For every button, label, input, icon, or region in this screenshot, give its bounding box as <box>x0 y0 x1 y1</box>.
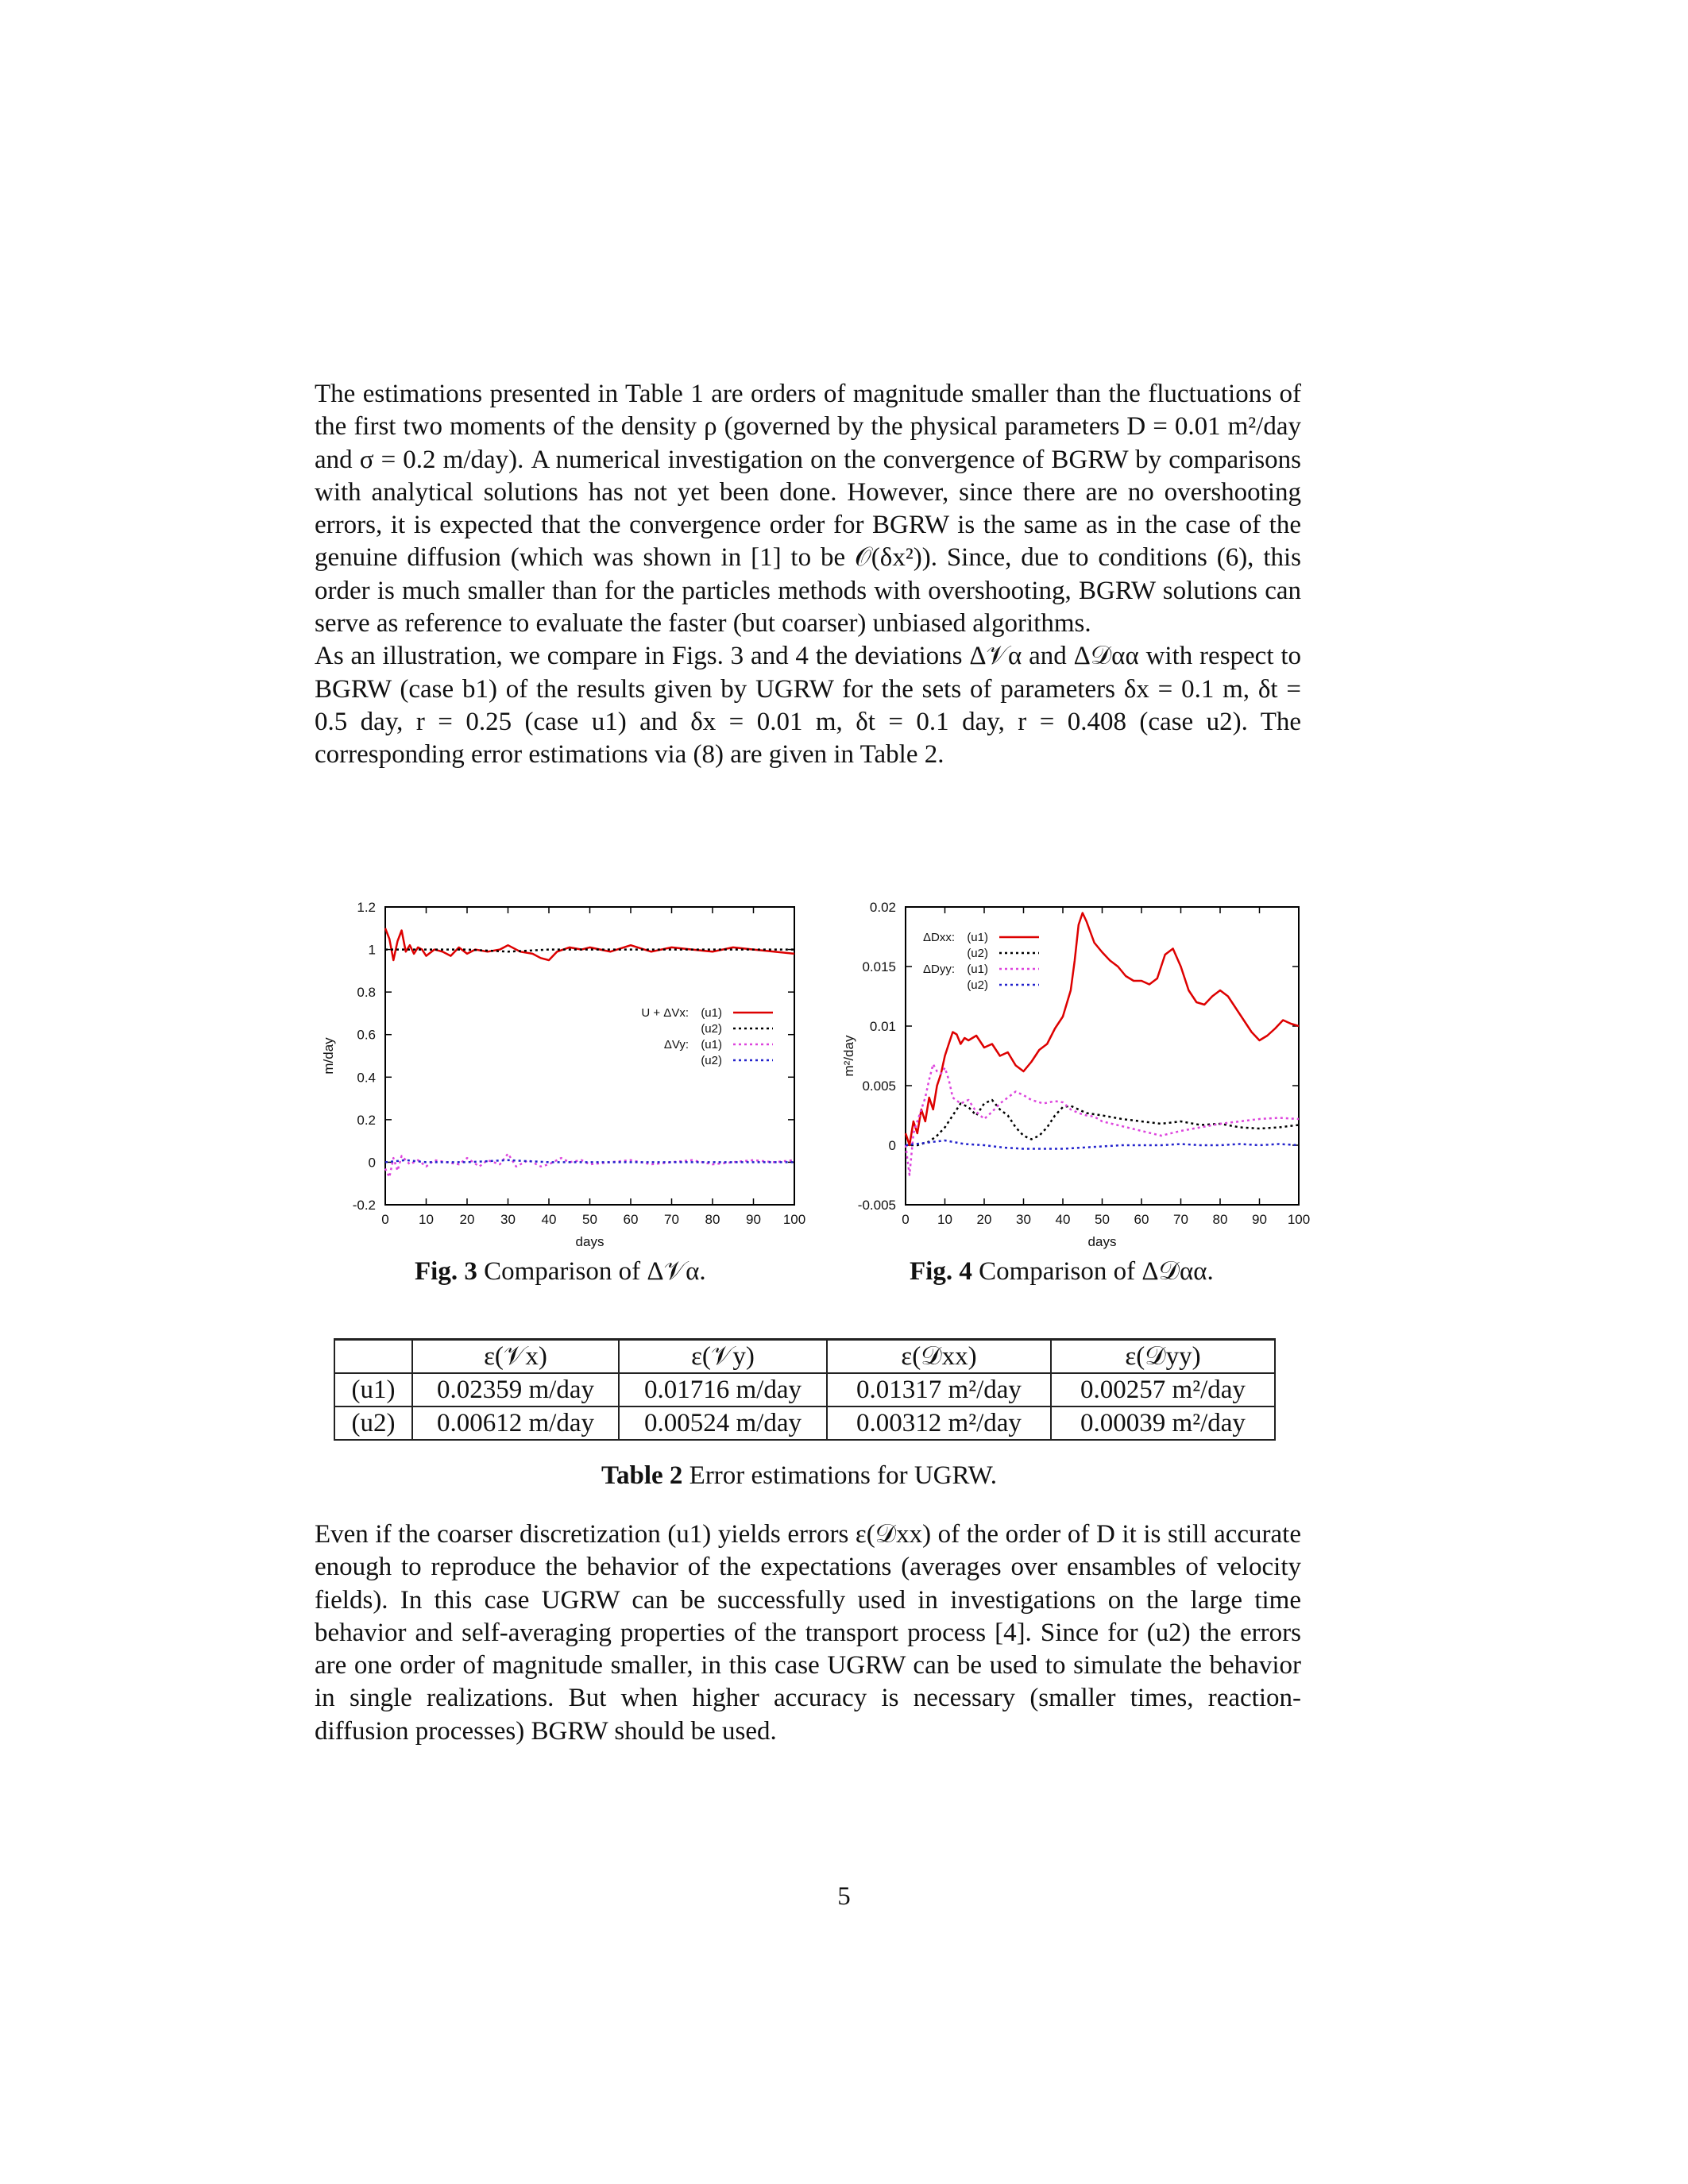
fig3-legend-label: (u1) <box>701 1006 722 1020</box>
fig3-y-tick-label: 0.6 <box>357 1027 376 1043</box>
table-header-cell <box>334 1340 412 1374</box>
fig3-legend-prefix: ΔVy: <box>663 1038 689 1051</box>
table-cell: (u2) <box>334 1406 412 1440</box>
fig4-y-tick-label: 0 <box>888 1138 896 1153</box>
fig4-y-tick-label: -0.005 <box>857 1198 896 1213</box>
fig3-x-tick-label: 0 <box>381 1212 389 1227</box>
fig3-label: Fig. 3 <box>415 1257 477 1286</box>
table-cell: 0.00039 m²/day <box>1051 1406 1275 1440</box>
table-header-cell: ε(𝒟yy) <box>1051 1340 1275 1374</box>
fig4-x-tick-label: 100 <box>1287 1212 1311 1227</box>
fig3-chart <box>310 893 818 1259</box>
fig4-legend-prefix: ΔDyy: <box>922 963 955 976</box>
table-cell: 0.00257 m²/day <box>1051 1373 1275 1406</box>
fig3-caption <box>415 1257 706 1287</box>
fig3-y-tick-label: -0.2 <box>352 1198 376 1213</box>
fig3-x-tick-label: 40 <box>541 1212 557 1227</box>
fig3-series-line-0 <box>385 928 794 960</box>
table2-label: Table 2 <box>601 1461 683 1490</box>
fig4-series-line-3 <box>906 1140 1299 1149</box>
fig3-y-tick-label: 0.4 <box>357 1070 376 1086</box>
fig4-y-axis-label: m²/day <box>841 1035 856 1077</box>
table-cell: 0.00312 m²/day <box>827 1406 1051 1440</box>
table-cell: (u1) <box>334 1373 412 1406</box>
fig4-y-tick-label: 0.005 <box>862 1078 896 1094</box>
fig4-x-axis-label: days <box>1087 1234 1117 1249</box>
fig4-x-tick-label: 80 <box>1212 1212 1228 1227</box>
table2-caption-text: Error estimations for UGRW. <box>689 1461 998 1490</box>
fig3-legend-label: (u2) <box>701 1054 722 1067</box>
table-cell: 0.00524 m/day <box>619 1406 827 1440</box>
fig4-legend-label: (u2) <box>967 978 988 992</box>
fig3-caption-text: Comparison of Δ𝒱α. <box>484 1257 706 1286</box>
table-cell: 0.00612 m/day <box>412 1406 619 1440</box>
fig3-legend-label: (u1) <box>701 1038 722 1051</box>
fig4-x-tick-label: 40 <box>1055 1212 1071 1227</box>
fig4-caption-text: Comparison of Δ𝒟αα. <box>979 1257 1214 1286</box>
fig4-chart <box>814 893 1335 1259</box>
table-row <box>334 1406 1275 1440</box>
table-cell: 0.01716 m/day <box>619 1373 827 1406</box>
fig3-x-tick-label: 50 <box>582 1212 597 1227</box>
fig4-legend-label: (u1) <box>967 931 988 944</box>
table-header-cell: ε(𝒟xx) <box>827 1340 1051 1374</box>
fig3-x-tick-label: 30 <box>500 1212 516 1227</box>
fig3-x-tick-label: 80 <box>705 1212 720 1227</box>
fig4-legend-label: (u1) <box>967 963 988 976</box>
table-header-row <box>334 1340 1275 1374</box>
table2-caption <box>601 1461 997 1491</box>
fig4-x-tick-label: 70 <box>1173 1212 1188 1227</box>
fig4-series-line-2 <box>906 1064 1299 1175</box>
fig3-x-axis-label: days <box>575 1234 605 1249</box>
fig3-legend-label: (u2) <box>701 1022 722 1036</box>
fig3-y-tick-label: 0.8 <box>357 985 376 1001</box>
table-cell: 0.02359 m/day <box>412 1373 619 1406</box>
error-table <box>334 1338 1276 1441</box>
fig4-legend-label: (u2) <box>967 947 988 960</box>
fig3-series-line-1 <box>385 950 794 952</box>
fig4-x-tick-label: 90 <box>1252 1212 1267 1227</box>
fig3-plot-frame <box>385 907 794 1205</box>
fig3-x-tick-label: 60 <box>623 1212 639 1227</box>
table-header-cell: ε(𝒱y) <box>619 1340 827 1374</box>
paragraph-1: The estimations presented in Table 1 are orders of magnitude smaller than the fluctuations of the first two moments of the density ρ (governed by the physical parameters D = 0.01 m²/day and σ = 0.2 m/day). A numerical investigation on the convergence of BGRW by comparisons with analytical solutions has not yet been done. However, since there are no overshooting errors, it is expected that the convergence order for BGRW is the same as in the case of the genuine diffusion (which was shown in [1] to be 𝒪(δx²)). Since, due to conditions (6), this order is much smaller than for the particles methods with overshooting, BGRW solutions can serve as reference to evaluate the faster (but coarser) unbiased algorithms. <box>315 380 1301 639</box>
figure-4 <box>814 893 1335 1259</box>
paragraph-3: Even if the coarser discretization (u1) yields errors ε(𝒟xx) of the order of D it is still accurate enough to reproduce the behavior of the expectations (averages over ensambles of velocity fields). In this case UGRW can be successfully used in investigations on the large time behavior and self-averaging properties of the transport process [4]. Since for (u2) the errors are one order of magnitude smaller, in this case UGRW can be used to simulate the behavior in single realizations. But when higher accuracy is necessary (smaller times, reaction-diffusion processes) BGRW should be used. <box>315 1520 1301 1746</box>
fig3-series-line-3 <box>385 1160 794 1163</box>
page-number: 5 <box>837 1882 851 1911</box>
body-text-top <box>315 378 1301 772</box>
fig4-y-tick-label: 0.02 <box>869 900 896 915</box>
fig4-x-tick-label: 60 <box>1134 1212 1149 1227</box>
figure-3 <box>310 893 818 1259</box>
fig3-x-tick-label: 10 <box>419 1212 434 1227</box>
paragraph-2: As an illustration, we compare in Figs. 3 and 4 the deviations Δ𝒱α and Δ𝒟αα with respect to BGRW (case b1) of the results given by UGRW for the sets of parameters δx = 0.1 m, δt = 0.5 day, r = 0.25 (case u1) and δx = 0.01 m, δt = 0.1 day, r = 0.408 (case u2). The corresponding error estimations via (8) are given in Table 2. <box>315 642 1301 770</box>
fig4-legend-prefix: ΔDxx: <box>922 931 955 944</box>
fig4-y-tick-label: 0.015 <box>862 959 896 974</box>
fig4-x-tick-label: 10 <box>937 1212 952 1227</box>
fig3-y-tick-label: 1.2 <box>357 900 376 915</box>
fig4-x-tick-label: 30 <box>1016 1212 1031 1227</box>
fig3-series-line-2 <box>385 1154 794 1178</box>
fig4-label: Fig. 4 <box>910 1257 972 1286</box>
fig3-legend-prefix: U + ΔVx: <box>641 1006 689 1020</box>
fig4-x-tick-label: 20 <box>976 1212 992 1227</box>
fig4-series-line-0 <box>906 913 1299 1146</box>
fig3-x-tick-label: 100 <box>782 1212 806 1227</box>
fig4-x-tick-label: 50 <box>1095 1212 1110 1227</box>
fig3-x-tick-label: 20 <box>459 1212 475 1227</box>
fig3-y-tick-label: 0 <box>368 1155 376 1171</box>
fig3-y-tick-label: 0.2 <box>357 1112 376 1128</box>
fig4-caption <box>910 1257 1214 1287</box>
fig4-y-tick-label: 0.01 <box>869 1019 896 1034</box>
fig3-y-tick-label: 1 <box>368 942 376 958</box>
table-header-cell: ε(𝒱x) <box>412 1340 619 1374</box>
fig4-series-line-1 <box>906 1100 1299 1145</box>
fig3-x-tick-label: 90 <box>746 1212 761 1227</box>
fig4-x-tick-label: 0 <box>902 1212 910 1227</box>
table-row <box>334 1373 1275 1406</box>
fig3-x-tick-label: 70 <box>664 1212 679 1227</box>
table-cell: 0.01317 m²/day <box>827 1373 1051 1406</box>
fig3-y-axis-label: m/day <box>321 1037 336 1075</box>
